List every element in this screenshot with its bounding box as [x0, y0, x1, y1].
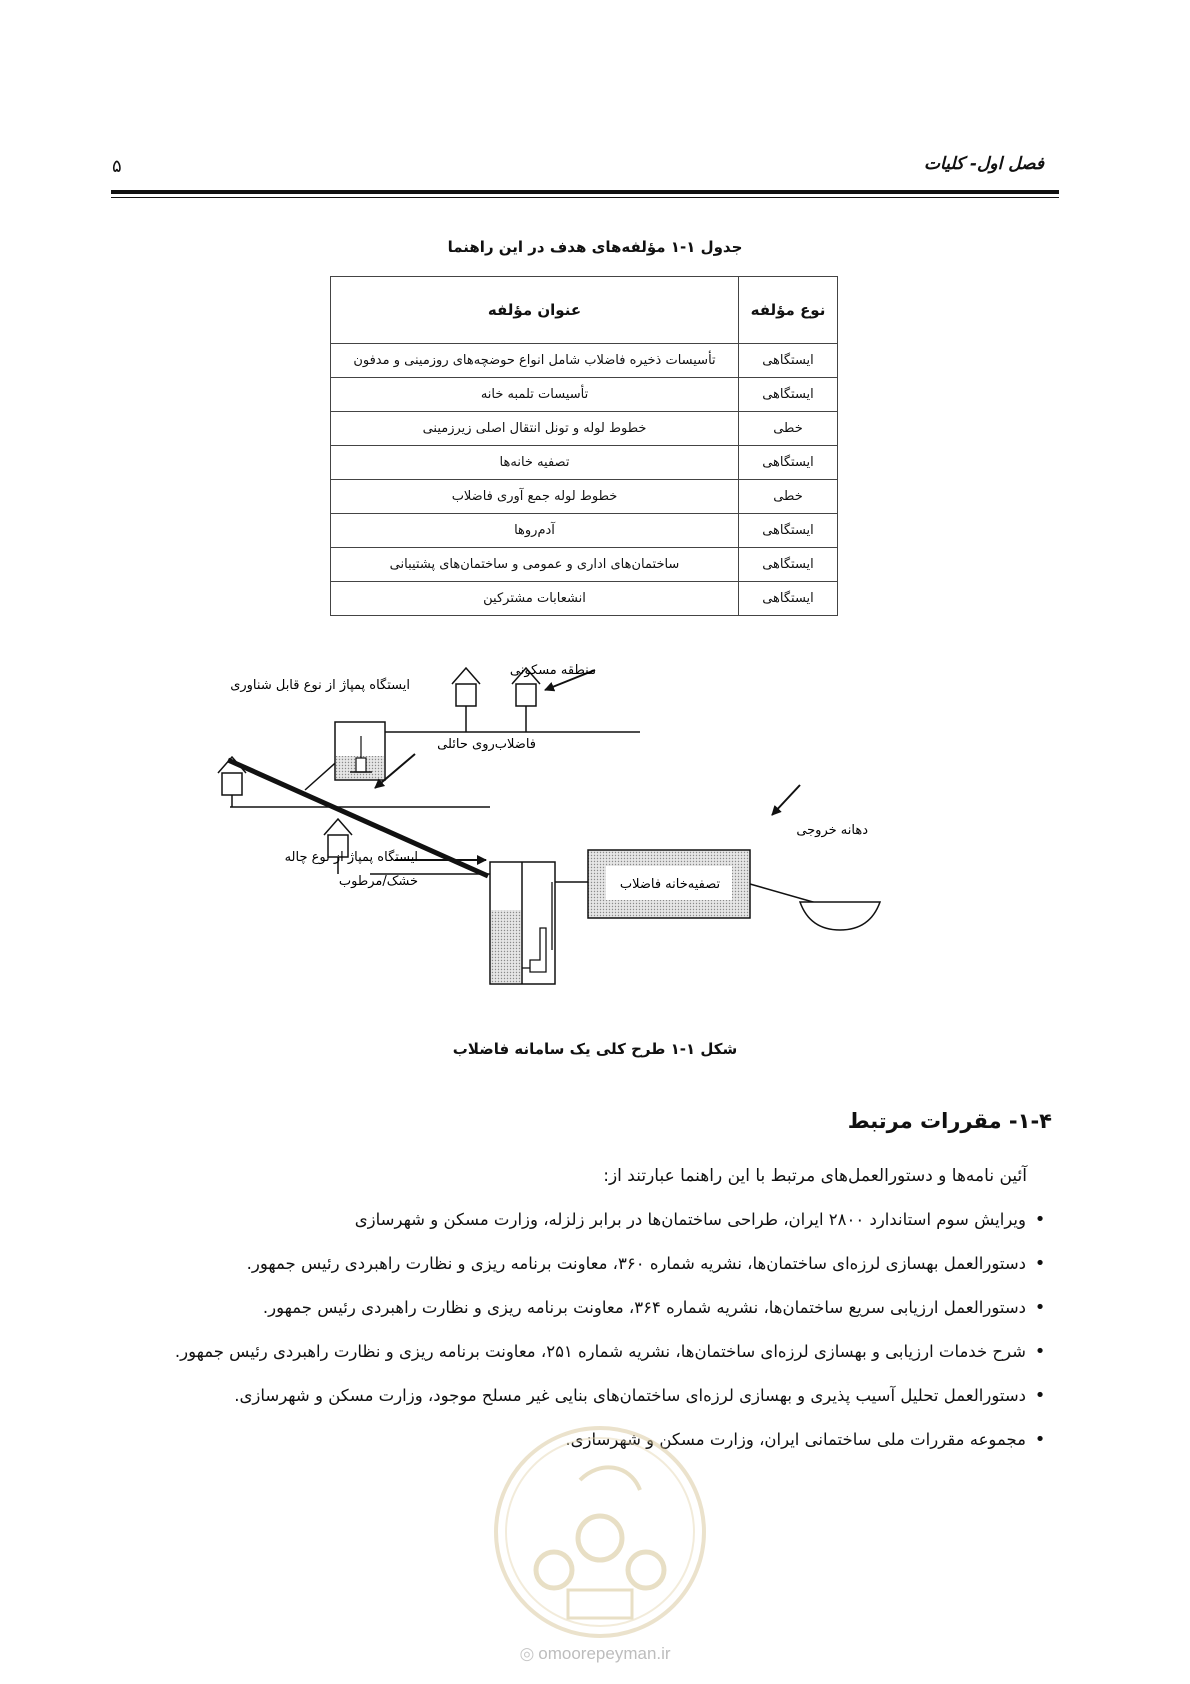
cell-type: ایستگاهی	[739, 548, 838, 582]
publisher-seal-watermark	[480, 1420, 720, 1640]
section-intro: آئین نامه‌ها و دستورالعمل‌های مرتبط با این راهنما عبارتند از:	[603, 1166, 1027, 1186]
header-rule-thick	[111, 190, 1059, 194]
table-row	[331, 412, 838, 446]
wet-dry-well-pump-station	[490, 862, 555, 984]
bullet-icon: •	[1034, 1429, 1046, 1450]
table-row	[331, 548, 838, 582]
cell-type: ایستگاهی	[739, 514, 838, 548]
table-row	[331, 480, 838, 514]
house-icon	[324, 819, 352, 874]
table-header-row	[331, 277, 838, 344]
running-title: فصل اول- کلیات	[924, 154, 1044, 174]
bullet-icon: •	[1034, 1297, 1046, 1318]
label-pit-pump-line2: خشک/مرطوب	[338, 874, 418, 889]
cell-title: تأسیسات تلمبه خانه	[331, 378, 739, 412]
target-components-table	[330, 276, 838, 616]
float-pump-station	[305, 722, 385, 790]
section-heading: ۱-۴- مقررات مرتبط	[847, 1109, 1052, 1133]
figure-caption: شکل ۱-۱ طرح کلی یک سامانه فاضلاب	[452, 1040, 738, 1058]
bullet-icon: •	[1034, 1253, 1046, 1274]
list-item-text: ویرایش سوم استاندارد ۲۸۰۰ ایران، طراحی ساختمان‌ها در برابر زلزله، وزارت مسکن و شهرسازی	[354, 1210, 1026, 1229]
cell-type: ایستگاهی	[739, 582, 838, 616]
list-item-text: دستورالعمل بهسازی لرزه‌ای ساختمان‌ها، نشریه شماره ۳۶۰، معاونت برنامه ریزی و نظارت راهبردی رئیس جمهور.	[246, 1254, 1026, 1273]
table-row	[331, 514, 838, 548]
bullet-icon: •	[1034, 1209, 1046, 1230]
label-pit-pump-line1: ایستگاه پمپاژ از نوع چاله	[284, 850, 418, 865]
label-float-pump: ایستگاه پمپاژ از نوع قابل شناوری	[230, 678, 410, 693]
list-item-text: دستورالعمل تحلیل آسیب پذیری و بهسازی لرزه‌ای ساختمان‌های بنایی غیر مسلح موجود، وزارت مسکن و شهرسازی.	[234, 1386, 1026, 1405]
cell-type: خطی	[739, 480, 838, 514]
cell-title: خطوط لوله جمع آوری فاضلاب	[331, 480, 739, 514]
table-caption: جدول ۱-۱ مؤلفه‌های هدف در این راهنما	[447, 238, 743, 256]
list-item-text: مجموعه مقررات ملی ساختمانی ایران، وزارت مسکن و شهرسازی.	[565, 1430, 1026, 1449]
outfall-pipe	[750, 884, 820, 904]
cell-title: انشعابات مشترکین	[331, 582, 739, 616]
arrow-outlet	[772, 785, 800, 815]
cell-type: ایستگاهی	[739, 446, 838, 480]
table-row	[331, 344, 838, 378]
label-treatment-plant: تصفیه‌خانه فاضلاب	[619, 877, 721, 892]
header-rule-thin	[111, 197, 1059, 198]
cell-type: ایستگاهی	[739, 344, 838, 378]
house-icon	[452, 668, 480, 732]
list-item-text: شرح خدمات ارزیابی و بهسازی لرزه‌ای ساختمان‌ها، نشریه شماره ۲۵۱، معاونت برنامه ریزی و نظارت راهبردی رئیس جمهور.	[174, 1342, 1026, 1361]
table-row	[331, 582, 838, 616]
cell-title: ساختمان‌های اداری و عمومی و ساختمان‌های پشتیبانی	[331, 548, 739, 582]
bullet-icon: •	[1034, 1341, 1046, 1362]
cell-type: خطی	[739, 412, 838, 446]
cell-title: خطوط لوله و تونل انتقال اصلی زیرزمینی	[331, 412, 739, 446]
watermark-text: omoorepeyman.ir	[538, 1644, 671, 1663]
list-item	[74, 1381, 1054, 1425]
instagram-icon: ◎	[519, 1644, 535, 1663]
label-residential-area: منطقه مسکونی	[509, 663, 596, 678]
list-item-text: دستورالعمل ارزیابی سریع ساختمان‌ها، نشریه شماره ۳۶۴، معاونت برنامه ریزی و نظارت راهبردی رئیس جمهور.	[262, 1298, 1026, 1317]
list-item	[74, 1337, 1054, 1381]
list-item	[74, 1205, 1054, 1249]
column-header-type: نوع مؤلفه	[739, 277, 838, 344]
table-row	[331, 378, 838, 412]
sewer-system-diagram	[200, 650, 960, 990]
label-interceptor-sewer: فاضلاب‌روی حائلی	[437, 737, 536, 752]
table-row	[331, 446, 838, 480]
page-number: ۵	[112, 156, 122, 177]
list-item	[74, 1293, 1054, 1337]
cell-type: ایستگاهی	[739, 378, 838, 412]
receiving-water-body	[800, 902, 880, 930]
cell-title: تأسیسات ذخیره فاضلاب شامل انواع حوضچه‌های روزمینی و مدفون	[331, 344, 739, 378]
cell-title: تصفیه خانه‌ها	[331, 446, 739, 480]
column-header-title: عنوان مؤلفه	[331, 277, 739, 344]
bullet-icon: •	[1034, 1385, 1046, 1406]
website-watermark	[0, 1644, 1190, 1664]
cell-title: آدم‌روها	[331, 514, 739, 548]
label-outlet: دهانه خروجی	[796, 823, 868, 838]
list-item	[74, 1249, 1054, 1293]
